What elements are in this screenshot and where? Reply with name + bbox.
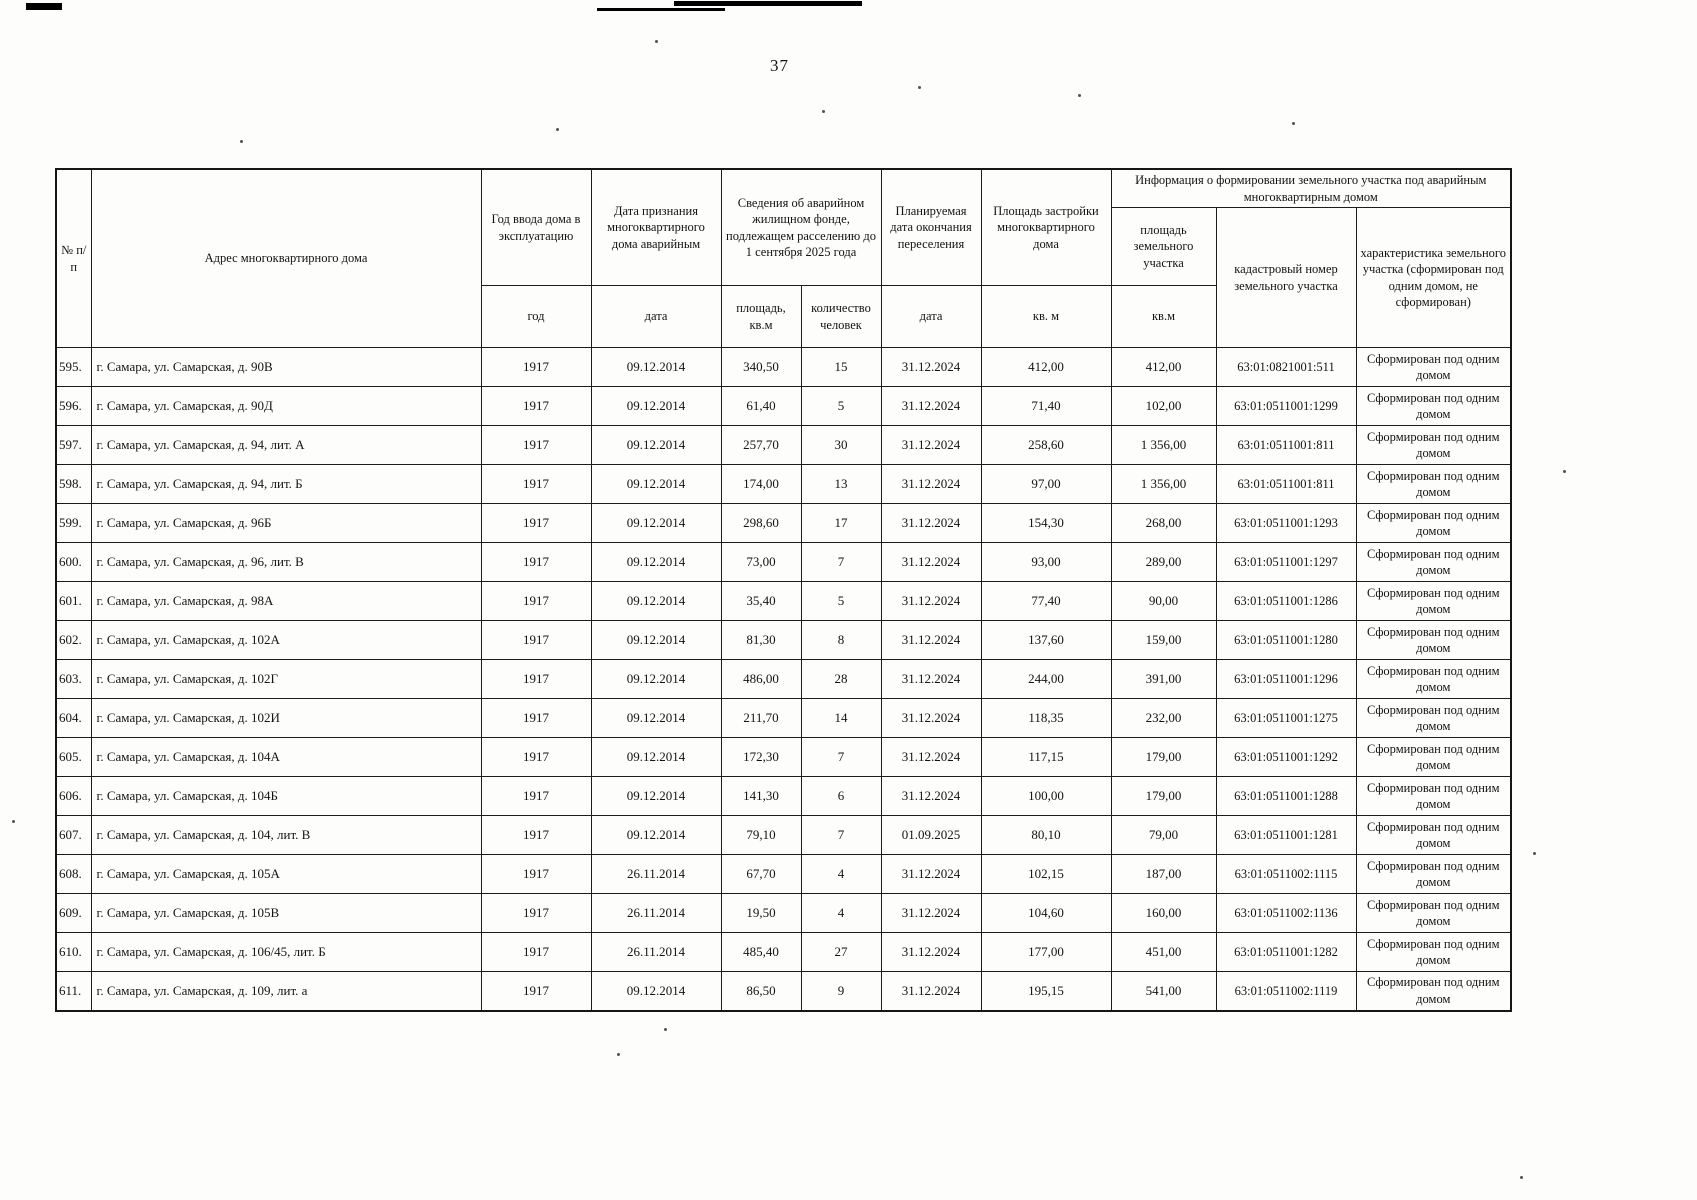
table-row — [56, 348, 1511, 387]
building-area: 93,00 — [981, 543, 1111, 582]
area-sqm: 485,40 — [721, 933, 801, 972]
scan-artifact — [674, 1, 862, 6]
scan-artifact — [240, 140, 243, 143]
address: г. Самара, ул. Самарская, д. 104Б — [91, 777, 481, 816]
cadastral-number: 63:01:0511002:1119 — [1216, 972, 1356, 1011]
land-area: 412,00 — [1111, 348, 1216, 387]
row-number: 600. — [56, 543, 91, 582]
header-year-built: Год ввода дома в эксплуатацию — [481, 169, 591, 286]
area-sqm: 340,50 — [721, 348, 801, 387]
resettlement-date: 31.12.2024 — [881, 348, 981, 387]
cadastral-number: 63:01:0511001:1299 — [1216, 387, 1356, 426]
year-built: 1917 — [481, 348, 591, 387]
table-row — [56, 387, 1511, 426]
table-body — [56, 348, 1511, 1011]
date-recognized: 09.12.2014 — [591, 972, 721, 1011]
address: г. Самара, ул. Самарская, д. 90Д — [91, 387, 481, 426]
unit-sqm-land: кв.м — [1111, 286, 1216, 348]
address: г. Самара, ул. Самарская, д. 102А — [91, 621, 481, 660]
land-area: 159,00 — [1111, 621, 1216, 660]
land-characteristic: Сформирован под одним домом — [1356, 855, 1511, 894]
row-number: 609. — [56, 894, 91, 933]
people-count: 5 — [801, 387, 881, 426]
land-area: 90,00 — [1111, 582, 1216, 621]
header-row-top — [56, 169, 1511, 208]
people-count: 7 — [801, 543, 881, 582]
date-recognized: 09.12.2014 — [591, 777, 721, 816]
people-count: 5 — [801, 582, 881, 621]
cadastral-number: 63:01:0511002:1115 — [1216, 855, 1356, 894]
scan-artifact — [12, 820, 15, 823]
year-built: 1917 — [481, 543, 591, 582]
address: г. Самара, ул. Самарская, д. 98А — [91, 582, 481, 621]
table-row — [56, 894, 1511, 933]
resettlement-date: 31.12.2024 — [881, 894, 981, 933]
area-sqm: 211,70 — [721, 699, 801, 738]
address: г. Самара, ул. Самарская, д. 104А — [91, 738, 481, 777]
cadastral-number: 63:01:0511001:1288 — [1216, 777, 1356, 816]
table-row — [56, 816, 1511, 855]
year-built: 1917 — [481, 621, 591, 660]
row-number: 599. — [56, 504, 91, 543]
table-row — [56, 426, 1511, 465]
land-characteristic: Сформирован под одним домом — [1356, 621, 1511, 660]
date-recognized: 09.12.2014 — [591, 660, 721, 699]
area-sqm: 79,10 — [721, 816, 801, 855]
land-characteristic: Сформирован под одним домом — [1356, 972, 1511, 1011]
row-number: 598. — [56, 465, 91, 504]
building-area: 412,00 — [981, 348, 1111, 387]
header-land-info: Информация о формировании земельного участка под аварийным многоквартирным домом — [1111, 169, 1511, 208]
year-built: 1917 — [481, 738, 591, 777]
date-recognized: 09.12.2014 — [591, 582, 721, 621]
land-characteristic: Сформирован под одним домом — [1356, 426, 1511, 465]
row-number: 595. — [56, 348, 91, 387]
cadastral-number: 63:01:0511001:811 — [1216, 465, 1356, 504]
land-characteristic: Сформирован под одним домом — [1356, 933, 1511, 972]
resettlement-date: 31.12.2024 — [881, 855, 981, 894]
area-sqm: 19,50 — [721, 894, 801, 933]
year-built: 1917 — [481, 582, 591, 621]
unit-area-sqm: площадь, кв.м — [721, 286, 801, 348]
resettlement-date: 31.12.2024 — [881, 582, 981, 621]
address: г. Самара, ул. Самарская, д. 102Г — [91, 660, 481, 699]
header-land-characteristic: характеристика земельного участка (сформирован под одним домом, не сформирован) — [1356, 208, 1511, 348]
unit-date-resettlement: дата — [881, 286, 981, 348]
land-characteristic: Сформирован под одним домом — [1356, 699, 1511, 738]
cadastral-number: 63:01:0511001:1292 — [1216, 738, 1356, 777]
cadastral-number: 63:01:0511001:1281 — [1216, 816, 1356, 855]
date-recognized: 09.12.2014 — [591, 738, 721, 777]
people-count: 4 — [801, 894, 881, 933]
date-recognized: 09.12.2014 — [591, 504, 721, 543]
area-sqm: 174,00 — [721, 465, 801, 504]
resettlement-date: 31.12.2024 — [881, 777, 981, 816]
building-area: 104,60 — [981, 894, 1111, 933]
building-area: 177,00 — [981, 933, 1111, 972]
row-number: 596. — [56, 387, 91, 426]
building-area: 80,10 — [981, 816, 1111, 855]
resettlement-date: 31.12.2024 — [881, 387, 981, 426]
land-area: 160,00 — [1111, 894, 1216, 933]
resettlement-date: 31.12.2024 — [881, 699, 981, 738]
scan-artifact — [1292, 122, 1295, 125]
resettlement-date: 31.12.2024 — [881, 504, 981, 543]
land-area: 179,00 — [1111, 777, 1216, 816]
row-number: 611. — [56, 972, 91, 1011]
unit-year: год — [481, 286, 591, 348]
land-area: 289,00 — [1111, 543, 1216, 582]
date-recognized: 09.12.2014 — [591, 816, 721, 855]
table-row — [56, 543, 1511, 582]
building-area: 97,00 — [981, 465, 1111, 504]
people-count: 7 — [801, 738, 881, 777]
unit-people-count: количество человек — [801, 286, 881, 348]
address: г. Самара, ул. Самарская, д. 90В — [91, 348, 481, 387]
land-area: 451,00 — [1111, 933, 1216, 972]
people-count: 17 — [801, 504, 881, 543]
cadastral-number: 63:01:0511001:1280 — [1216, 621, 1356, 660]
people-count: 13 — [801, 465, 881, 504]
land-characteristic: Сформирован под одним домом — [1356, 777, 1511, 816]
building-area: 100,00 — [981, 777, 1111, 816]
area-sqm: 81,30 — [721, 621, 801, 660]
unit-date: дата — [591, 286, 721, 348]
row-number: 604. — [56, 699, 91, 738]
resettlement-date: 31.12.2024 — [881, 621, 981, 660]
people-count: 9 — [801, 972, 881, 1011]
date-recognized: 09.12.2014 — [591, 465, 721, 504]
land-area: 1 356,00 — [1111, 465, 1216, 504]
year-built: 1917 — [481, 972, 591, 1011]
row-number: 606. — [56, 777, 91, 816]
land-area: 541,00 — [1111, 972, 1216, 1011]
land-characteristic: Сформирован под одним домом — [1356, 894, 1511, 933]
resettlement-date: 01.09.2025 — [881, 816, 981, 855]
date-recognized: 09.12.2014 — [591, 621, 721, 660]
scan-artifact — [617, 1053, 620, 1056]
row-number: 608. — [56, 855, 91, 894]
unit-sqm-building: кв. м — [981, 286, 1111, 348]
year-built: 1917 — [481, 387, 591, 426]
row-number: 603. — [56, 660, 91, 699]
cadastral-number: 63:01:0821001:511 — [1216, 348, 1356, 387]
land-characteristic: Сформирован под одним домом — [1356, 816, 1511, 855]
year-built: 1917 — [481, 426, 591, 465]
year-built: 1917 — [481, 699, 591, 738]
cadastral-number: 63:01:0511001:1275 — [1216, 699, 1356, 738]
page-number: 37 — [770, 56, 789, 75]
land-characteristic: Сформирован под одним домом — [1356, 738, 1511, 777]
building-area: 154,30 — [981, 504, 1111, 543]
resettlement-date: 31.12.2024 — [881, 738, 981, 777]
people-count: 28 — [801, 660, 881, 699]
cadastral-number: 63:01:0511002:1136 — [1216, 894, 1356, 933]
people-count: 30 — [801, 426, 881, 465]
scan-artifact — [597, 8, 725, 11]
year-built: 1917 — [481, 816, 591, 855]
date-recognized: 09.12.2014 — [591, 348, 721, 387]
table-row — [56, 972, 1511, 1011]
land-area: 102,00 — [1111, 387, 1216, 426]
year-built: 1917 — [481, 660, 591, 699]
people-count: 14 — [801, 699, 881, 738]
cadastral-number: 63:01:0511001:1297 — [1216, 543, 1356, 582]
table-row — [56, 738, 1511, 777]
land-area: 187,00 — [1111, 855, 1216, 894]
area-sqm: 86,50 — [721, 972, 801, 1011]
address: г. Самара, ул. Самарская, д. 109, лит. а — [91, 972, 481, 1011]
building-area: 118,35 — [981, 699, 1111, 738]
year-built: 1917 — [481, 777, 591, 816]
header-cadastral-number: кадастровый номер земельного участка — [1216, 208, 1356, 348]
scan-artifact — [918, 86, 921, 89]
header-planned-date: Планируемая дата окончания переселения — [881, 169, 981, 286]
date-recognized: 09.12.2014 — [591, 387, 721, 426]
table-row — [56, 855, 1511, 894]
date-recognized: 26.11.2014 — [591, 933, 721, 972]
people-count: 6 — [801, 777, 881, 816]
header-address: Адрес многоквартирного дома — [91, 169, 481, 348]
address: г. Самара, ул. Самарская, д. 104, лит. В — [91, 816, 481, 855]
scan-artifact — [664, 1028, 667, 1031]
date-recognized: 26.11.2014 — [591, 855, 721, 894]
scan-artifact — [1078, 94, 1081, 97]
land-area: 179,00 — [1111, 738, 1216, 777]
building-area: 77,40 — [981, 582, 1111, 621]
scan-artifact — [1533, 852, 1536, 855]
land-area: 79,00 — [1111, 816, 1216, 855]
header-fund-info: Сведения об аварийном жилищном фонде, подлежащем расселению до 1 сентября 2025 года — [721, 169, 881, 286]
area-sqm: 61,40 — [721, 387, 801, 426]
people-count: 15 — [801, 348, 881, 387]
table-row — [56, 621, 1511, 660]
address: г. Самара, ул. Самарская, д. 106/45, лит. Б — [91, 933, 481, 972]
resettlement-date: 31.12.2024 — [881, 426, 981, 465]
scan-artifact — [655, 40, 658, 43]
row-number: 597. — [56, 426, 91, 465]
date-recognized: 09.12.2014 — [591, 426, 721, 465]
cadastral-number: 63:01:0511001:1293 — [1216, 504, 1356, 543]
people-count: 27 — [801, 933, 881, 972]
building-area: 102,15 — [981, 855, 1111, 894]
table-row — [56, 465, 1511, 504]
address: г. Самара, ул. Самарская, д. 96, лит. В — [91, 543, 481, 582]
land-characteristic: Сформирован под одним домом — [1356, 660, 1511, 699]
land-area: 1 356,00 — [1111, 426, 1216, 465]
apartment-buildings-table — [55, 168, 1512, 1012]
year-built: 1917 — [481, 504, 591, 543]
land-area: 268,00 — [1111, 504, 1216, 543]
land-area: 391,00 — [1111, 660, 1216, 699]
scan-artifact — [822, 110, 825, 113]
address: г. Самара, ул. Самарская, д. 96Б — [91, 504, 481, 543]
land-characteristic: Сформирован под одним домом — [1356, 387, 1511, 426]
land-characteristic: Сформирован под одним домом — [1356, 582, 1511, 621]
address: г. Самара, ул. Самарская, д. 94, лит. Б — [91, 465, 481, 504]
table-row — [56, 777, 1511, 816]
area-sqm: 298,60 — [721, 504, 801, 543]
land-characteristic: Сформирован под одним домом — [1356, 348, 1511, 387]
building-area: 71,40 — [981, 387, 1111, 426]
land-area: 232,00 — [1111, 699, 1216, 738]
cadastral-number: 63:01:0511001:1282 — [1216, 933, 1356, 972]
resettlement-date: 31.12.2024 — [881, 660, 981, 699]
scan-artifact — [1520, 1176, 1523, 1179]
table-row — [56, 699, 1511, 738]
row-number: 610. — [56, 933, 91, 972]
header-row-number: № п/п — [56, 169, 91, 348]
cadastral-number: 63:01:0511001:811 — [1216, 426, 1356, 465]
area-sqm: 257,70 — [721, 426, 801, 465]
address: г. Самара, ул. Самарская, д. 105А — [91, 855, 481, 894]
date-recognized: 09.12.2014 — [591, 543, 721, 582]
scan-artifact — [556, 128, 559, 131]
land-characteristic: Сформирован под одним домом — [1356, 543, 1511, 582]
address: г. Самара, ул. Самарская, д. 94, лит. А — [91, 426, 481, 465]
resettlement-date: 31.12.2024 — [881, 972, 981, 1011]
resettlement-date: 31.12.2024 — [881, 465, 981, 504]
table-row — [56, 933, 1511, 972]
area-sqm: 172,30 — [721, 738, 801, 777]
header-date-recognized: Дата признания многоквартирного дома аварийным — [591, 169, 721, 286]
table-row — [56, 660, 1511, 699]
building-area: 117,15 — [981, 738, 1111, 777]
scan-artifact — [26, 3, 62, 10]
year-built: 1917 — [481, 855, 591, 894]
year-built: 1917 — [481, 465, 591, 504]
header-building-area: Площадь застройки многоквартирного дома — [981, 169, 1111, 286]
area-sqm: 141,30 — [721, 777, 801, 816]
area-sqm: 35,40 — [721, 582, 801, 621]
cadastral-number: 63:01:0511001:1286 — [1216, 582, 1356, 621]
row-number: 601. — [56, 582, 91, 621]
scan-artifact — [1563, 470, 1566, 473]
year-built: 1917 — [481, 894, 591, 933]
building-area: 244,00 — [981, 660, 1111, 699]
year-built: 1917 — [481, 933, 591, 972]
table-row — [56, 582, 1511, 621]
table-header — [56, 169, 1511, 348]
area-sqm: 67,70 — [721, 855, 801, 894]
land-characteristic: Сформирован под одним домом — [1356, 465, 1511, 504]
date-recognized: 26.11.2014 — [591, 894, 721, 933]
address: г. Самара, ул. Самарская, д. 105В — [91, 894, 481, 933]
resettlement-date: 31.12.2024 — [881, 933, 981, 972]
address: г. Самара, ул. Самарская, д. 102И — [91, 699, 481, 738]
row-number: 605. — [56, 738, 91, 777]
cadastral-number: 63:01:0511001:1296 — [1216, 660, 1356, 699]
land-characteristic: Сформирован под одним домом — [1356, 504, 1511, 543]
people-count: 4 — [801, 855, 881, 894]
resettlement-date: 31.12.2024 — [881, 543, 981, 582]
people-count: 8 — [801, 621, 881, 660]
area-sqm: 73,00 — [721, 543, 801, 582]
area-sqm: 486,00 — [721, 660, 801, 699]
building-area: 195,15 — [981, 972, 1111, 1011]
people-count: 7 — [801, 816, 881, 855]
row-number: 607. — [56, 816, 91, 855]
building-area: 137,60 — [981, 621, 1111, 660]
header-land-area: площадь земельного участка — [1111, 208, 1216, 286]
table-row — [56, 504, 1511, 543]
building-area: 258,60 — [981, 426, 1111, 465]
row-number: 602. — [56, 621, 91, 660]
date-recognized: 09.12.2014 — [591, 699, 721, 738]
